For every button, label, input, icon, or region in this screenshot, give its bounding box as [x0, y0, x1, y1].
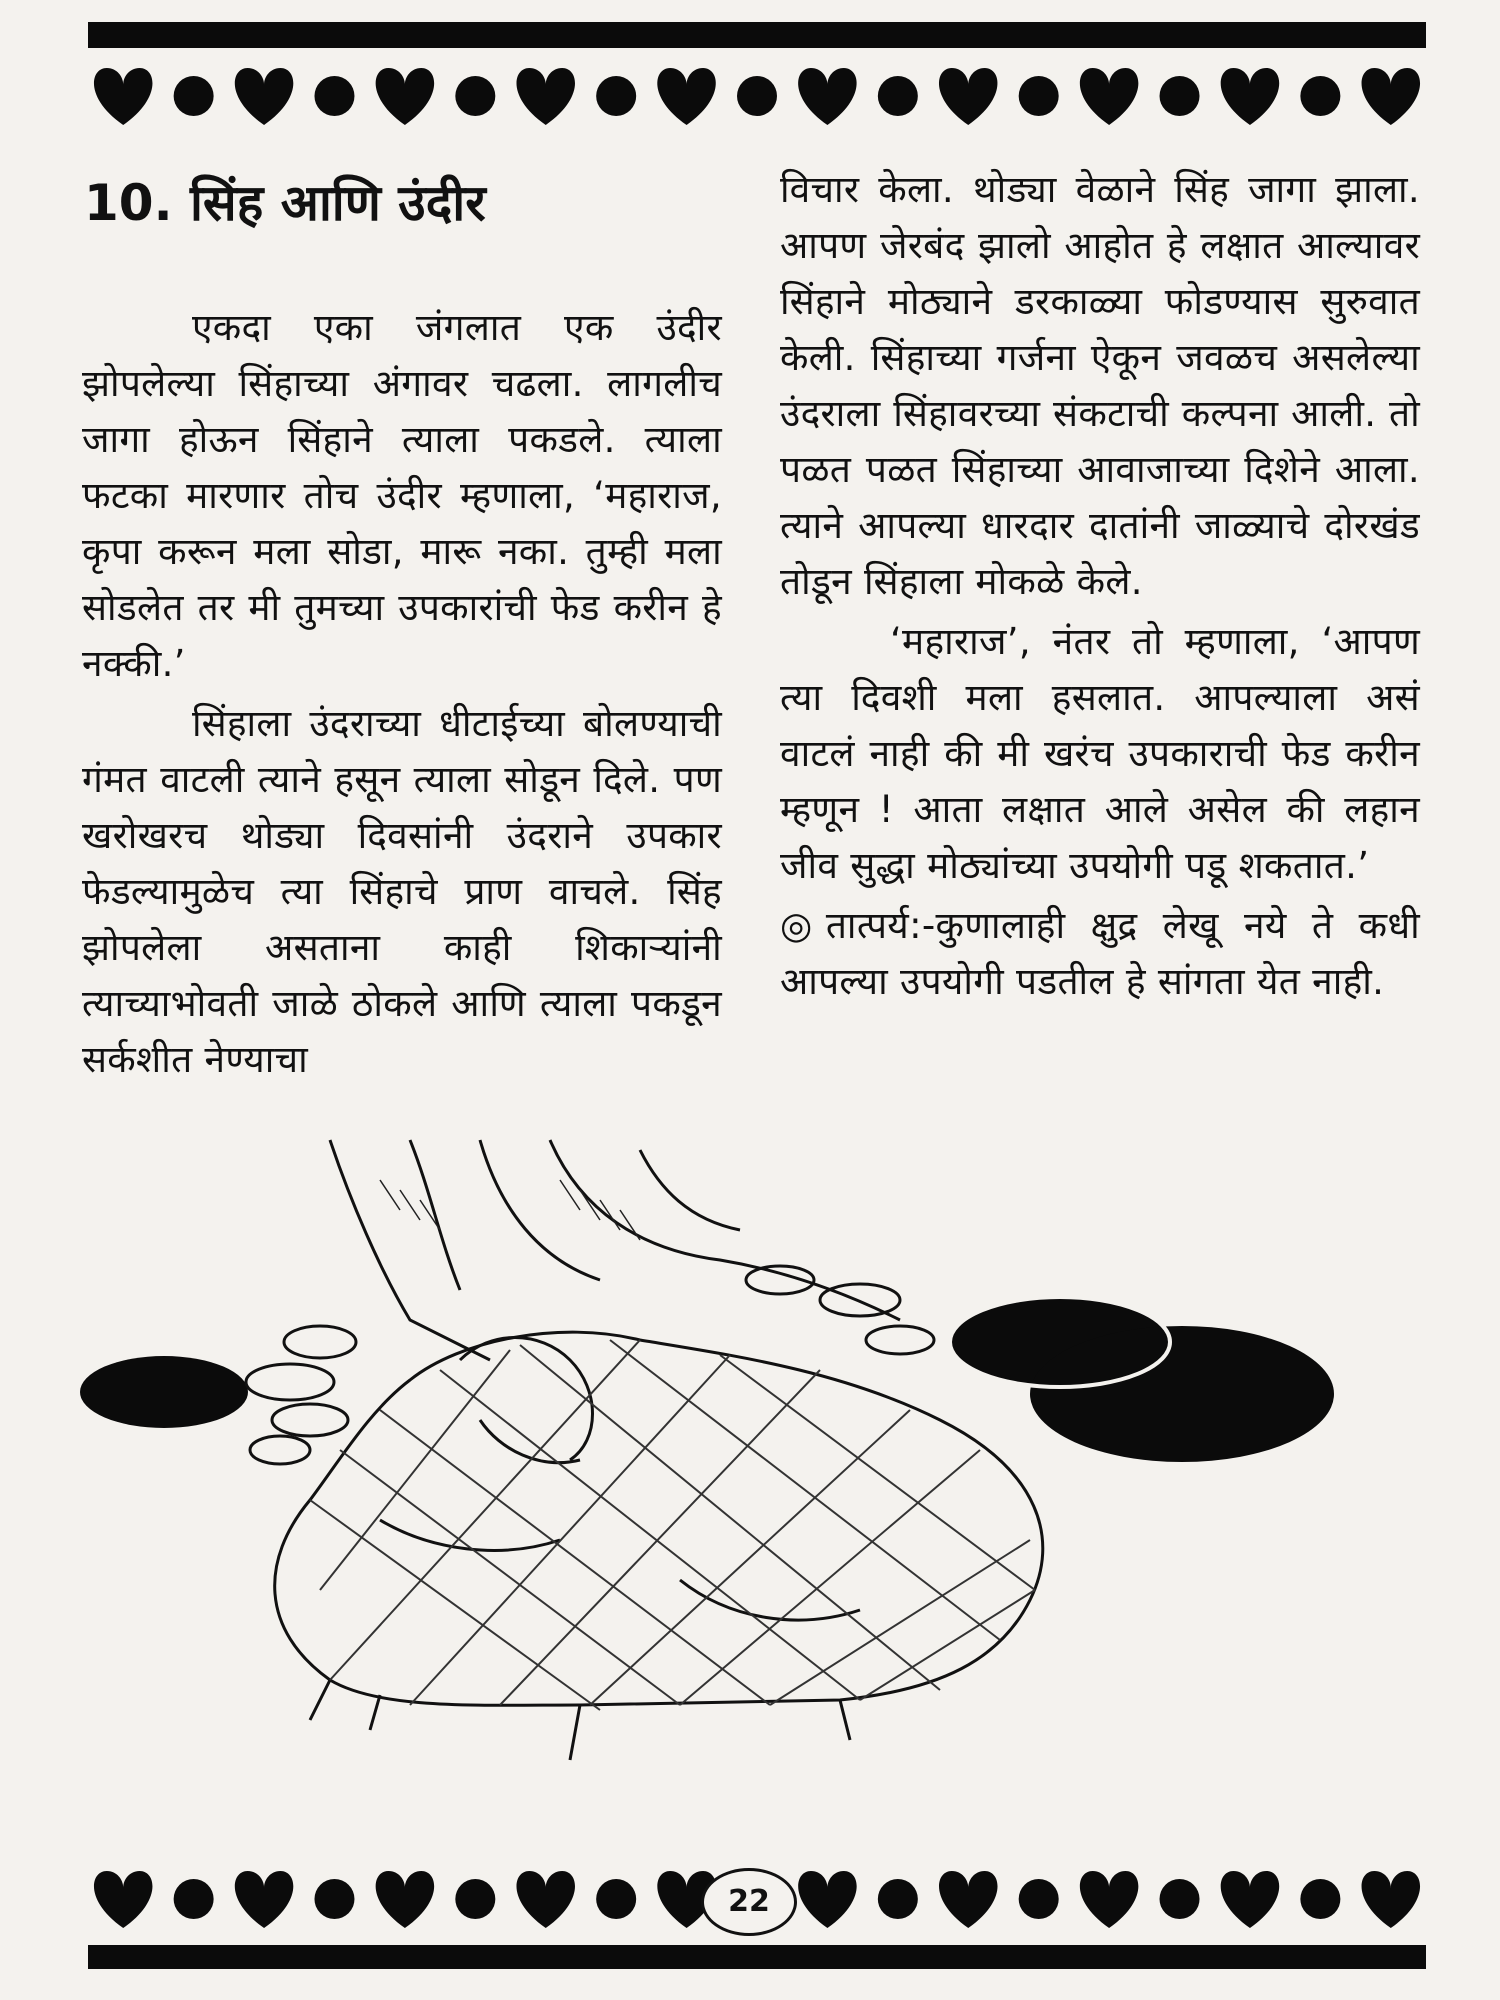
heart-icon: [516, 68, 575, 125]
heart-icon: [657, 68, 716, 125]
dot-icon: [314, 1879, 354, 1919]
dot-icon: [1300, 76, 1340, 116]
story-paragraph-1: एकदा एका जंगलात एक उंदीर झोपलेल्या सिंहाच्या अंगावर चढला. लागलीच जागा होऊन सिंहाने त्याला पकडले. त्याला फटका मारणार तोच उंदीर म्हणाला, ‘महाराज, कृपा करून मला सोडा, मारू नका. तुम्ही मला सोडलेत तर मी तुमच्या उपकारांची फेड करीन हे नक्की.’: [82, 306, 722, 685]
heart-icon: [1221, 68, 1280, 125]
heart-icon: [235, 1871, 294, 1928]
heart-icon: [1080, 68, 1139, 125]
dot-icon: [878, 1879, 918, 1919]
heart-icon: [376, 1871, 435, 1928]
story-paragraph-2: सिंहाला उंदराच्या धीटाईच्या बोलण्याची गंमत वाटली त्याने हसून त्याला सोडून दिले. पण खरोखरच थोड्या दिवसांनी उंदराने उपकार फेडल्यामुळेच त्या सिंहाचे प्राण वाचले. सिंह झोपलेला असताना काही शिकाऱ्यांनी त्याच्याभोवती जाळे ठोकले आणि त्याला पकडून सर्कशीत नेण्याचा: [82, 702, 722, 1081]
left-column: [82, 300, 722, 1088]
heart-icon: [94, 1871, 153, 1928]
story-paragraph-3: विचार केला. थोड्या वेळाने सिंह जागा झाला. आपण जेरबंद झालो आहोत हे लक्षात आल्यावर सिंहाने मोठ्याने डरकाळ्या फोडण्यास सुरुवात केली. सिंहाच्या गर्जना ऐकून जवळच असलेल्या उंदराला सिंहावरच्या संकटाची कल्पना आली. तो पळत पळत सिंहाच्या आवाजाच्या दिशेने आला. त्याने आपल्या धारदार दातांनी जाळ्याचे दोरखंड तोडून सिंहाला मोकळे केले.: [780, 168, 1420, 603]
dot-icon: [314, 76, 354, 116]
dot-icon: [174, 1879, 214, 1919]
heart-icon: [939, 68, 998, 125]
heart-icon: [516, 1871, 575, 1928]
top-ornament-border: [88, 60, 1426, 130]
dot-icon: [1019, 1879, 1059, 1919]
dot-icon: [455, 1879, 495, 1919]
heart-icon: [939, 1871, 998, 1928]
heart-icon: [1362, 1871, 1421, 1928]
heart-icon: [376, 68, 435, 125]
page-title: 10. सिंह आणि उंदीर: [84, 174, 486, 232]
bottom-rule: [88, 1945, 1426, 1969]
page-number: 22: [701, 1868, 797, 1936]
dot-icon: [174, 76, 214, 116]
heart-icon: [1221, 1871, 1280, 1928]
dot-icon: [1160, 1879, 1200, 1919]
right-column: [780, 162, 1420, 1010]
story-paragraph-4: ‘महाराज’, नंतर तो म्हणाला, ‘आपण त्या दिवशी मला हसलात. आपल्याला असं वाटलं नाही की मी खरंच उपकाराची फेड करीन म्हणून ! आता लक्षात आले असेल की लहान जीव सुद्धा मोठ्यांच्या उपयोगी पडू शकतात.’: [780, 620, 1420, 887]
heart-icon: [235, 68, 294, 125]
dot-icon: [1160, 76, 1200, 116]
heart-icon: [1080, 1871, 1139, 1928]
top-rule: [88, 22, 1426, 48]
heart-icon: [798, 68, 857, 125]
dot-icon: [455, 76, 495, 116]
dot-icon: [737, 76, 777, 116]
dot-icon: [878, 76, 918, 116]
heart-icon: [94, 68, 153, 125]
dot-icon: [596, 1879, 636, 1919]
lion-in-net-illustration: [80, 1120, 1360, 1820]
moral-paragraph: ◎तात्पर्य:-कुणालाही क्षुद्र लेखू नये ते कधी आपल्या उपयोगी पडतील हे सांगता येत नाही.: [780, 904, 1420, 1003]
dot-icon: [1300, 1879, 1340, 1919]
heart-icon: [798, 1871, 857, 1928]
dot-icon: [596, 76, 636, 116]
dot-icon: [1019, 76, 1059, 116]
heart-icon: [1362, 68, 1421, 125]
